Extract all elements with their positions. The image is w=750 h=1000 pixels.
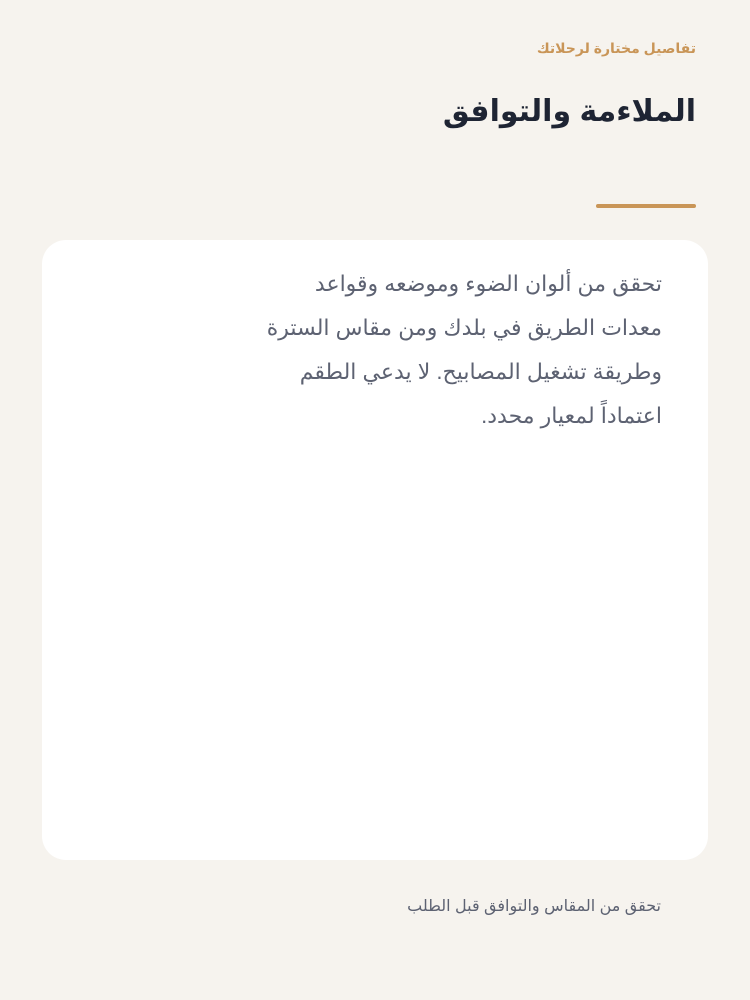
section-eyebrow: تفاصيل مختارة لرحلاتك xyxy=(536,40,696,56)
card-body-text: تحقق من ألوان الضوء وموضعه وقواعد معدات الطريق في بلدك ومن مقاس السترة وطريقة تشغيل المصابيح. لا يدعي الطقم اعتماداً لمعيار محدد. xyxy=(266,271,662,428)
footer-note: تحقق من المقاس والتوافق قبل الطلب xyxy=(407,898,661,915)
accent-divider xyxy=(596,204,696,208)
page-title: الملاءمة والتوافق xyxy=(442,95,696,128)
content-card xyxy=(42,240,708,860)
